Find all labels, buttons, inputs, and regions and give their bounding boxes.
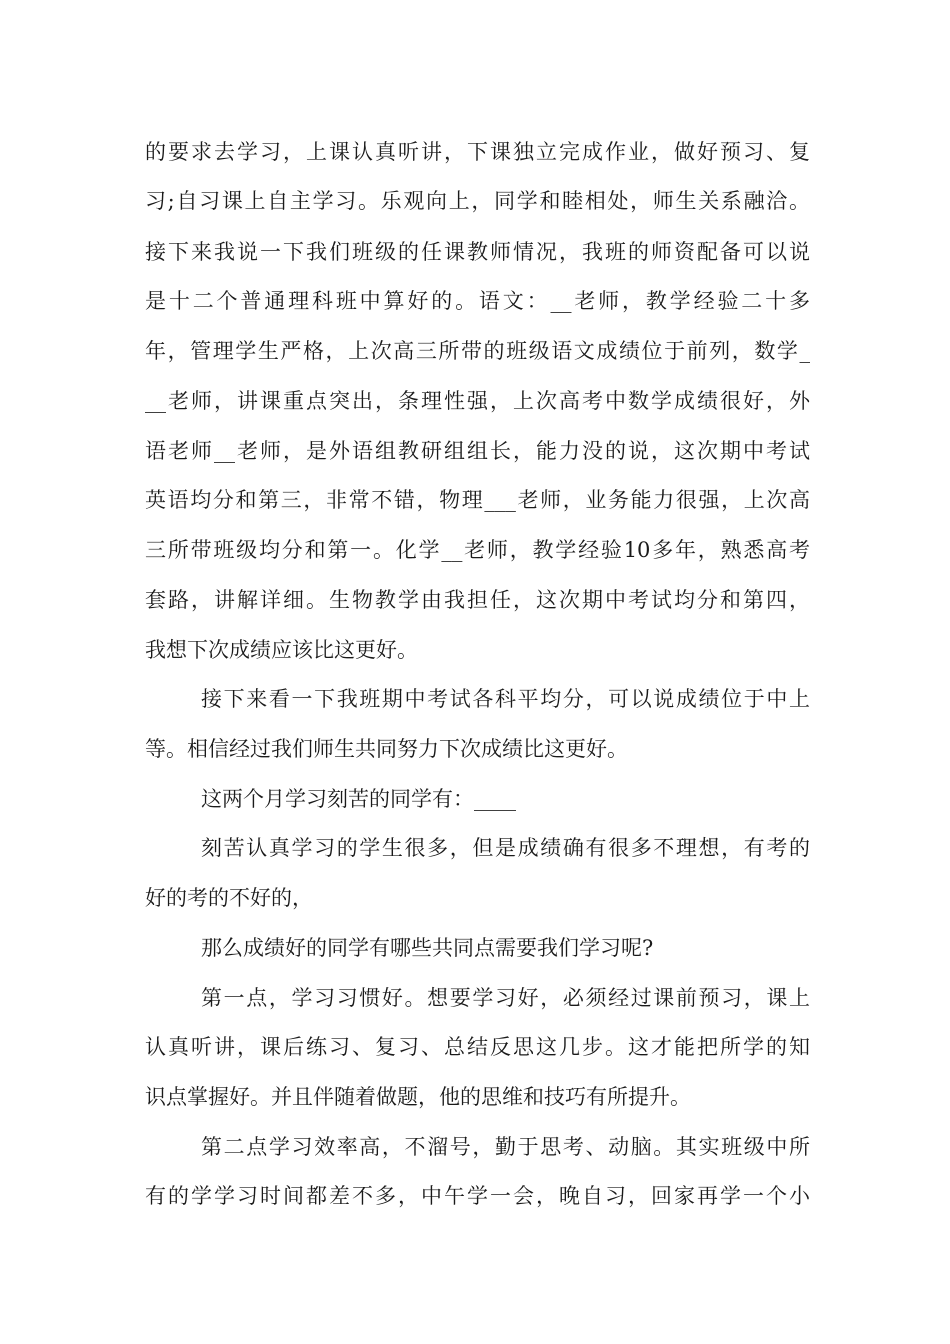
text-line: 第一点，学习习惯好。想要学习好，必须经过课前预习，课上 [201, 986, 810, 1010]
text-line: 认真听讲，课后练习、复习、总结反思这几步。这才能把所学的知 [145, 1035, 810, 1059]
text-line: 那么成绩好的同学有哪些共同点需要我们学习呢? [201, 936, 654, 960]
text-line: 这两个月学习刻苦的同学有：____ [201, 787, 516, 811]
text-line: 是十二个普通理科班中算好的。语文：__老师，教学经验二十多 [145, 289, 810, 313]
text-line: 语老师__老师，是外语组教研组组长，能力没的说，这次期中考试 [145, 439, 810, 463]
text-line: 好的考的不好的， [145, 886, 313, 910]
text-line: 的要求去学习，上课认真听讲，下课独立完成作业，做好预习、复 [145, 140, 810, 164]
text-line: 接下来看一下我班期中考试各科平均分，可以说成绩位于中上 [201, 687, 810, 711]
text-line: 年，管理学生严格，上次高三所带的班级语文成绩位于前列，数学_ [145, 339, 810, 363]
text-line: 套路，讲解详细。生物教学由我担任，这次期中考试均分和第四， [145, 588, 810, 612]
text-line: 识点掌握好。并且伴随着做题，他的思维和技巧有所提升。 [145, 1085, 691, 1109]
text-line: 有的学学习时间都差不多，中午学一会，晚自习，回家再学一个小 [145, 1184, 810, 1208]
text-line: 刻苦认真学习的学生很多，但是成绩确有很多不理想，有考的 [201, 836, 810, 860]
text-line: 第二点学习效率高，不溜号，勤于思考、动脑。其实班级中所 [201, 1135, 810, 1159]
text-line: 习;自习课上自主学习。乐观向上，同学和睦相处，师生关系融洽。 [145, 189, 810, 213]
text-line: 我想下次成绩应该比这更好。 [145, 638, 418, 662]
text-line: 等。相信经过我们师生共同努力下次成绩比这更好。 [145, 737, 628, 761]
text-line: __老师，讲课重点突出，条理性强，上次高考中数学成绩很好，外 [145, 389, 810, 413]
text-line: 三所带班级均分和第一。化学__老师，教学经验10多年，熟悉高考 [145, 538, 810, 562]
text-line: 英语均分和第三，非常不错，物理___老师，业务能力很强，上次高 [145, 488, 810, 512]
text-line: 接下来我说一下我们班级的任课教师情况，我班的师资配备可以说 [145, 240, 810, 264]
